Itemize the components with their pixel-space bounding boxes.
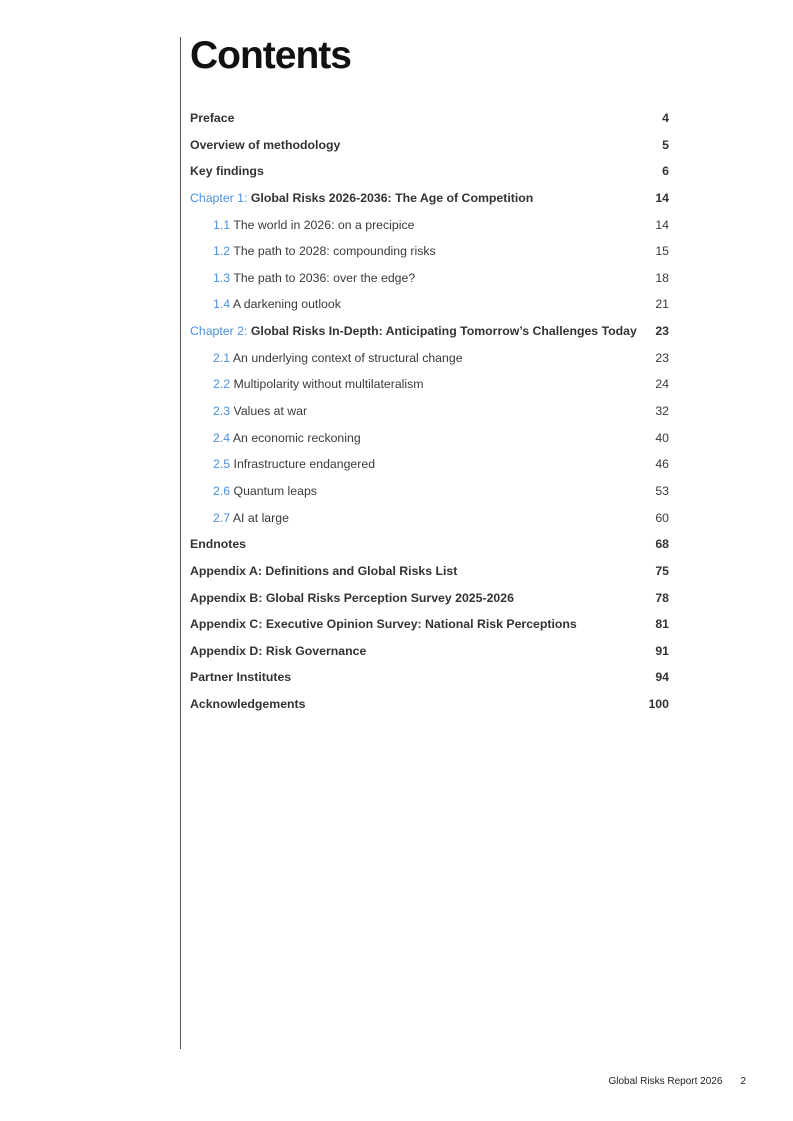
toc-entry-text: Appendix B: Global Risks Perception Survey 2025-2026 — [190, 590, 514, 605]
toc-entry-page: 78 — [655, 590, 669, 605]
toc-subentry[interactable] — [190, 212, 669, 239]
toc-entry-label — [213, 212, 414, 239]
toc-entry-page: 14 — [655, 190, 669, 205]
toc-entry-page: 68 — [655, 537, 669, 552]
toc-entry-label — [190, 318, 637, 345]
toc-entry-page: 75 — [655, 563, 669, 578]
toc-subentry[interactable] — [190, 371, 669, 398]
margin-rule — [180, 37, 181, 1049]
toc-entry-text: Acknowledgements — [190, 697, 306, 712]
toc-entry-text: Quantum leaps — [233, 483, 317, 498]
toc-entry-label — [213, 345, 463, 372]
toc-subentry[interactable] — [190, 478, 669, 505]
toc-entry-text: Global Risks In-Depth: Anticipating Tomorrow’s Challenges Today — [250, 324, 637, 339]
toc-entry[interactable] — [190, 105, 669, 132]
toc-entry-page: 60 — [655, 510, 669, 525]
toc-entry-text: AI at large — [232, 510, 289, 525]
toc-entry[interactable] — [190, 638, 669, 665]
toc-entry-page: 32 — [655, 404, 669, 419]
toc-entry-label — [213, 478, 317, 505]
toc-subentry[interactable] — [190, 451, 669, 478]
toc-entry-page: 53 — [655, 483, 669, 498]
toc-entry-text: An economic reckoning — [232, 430, 361, 445]
footer-page-number: 2 — [740, 1076, 746, 1087]
toc-entry-label — [190, 185, 533, 212]
toc-entry-number: 2.4 — [213, 430, 231, 445]
toc-entry-label — [190, 531, 246, 558]
toc-entry-number: 1.1 — [213, 217, 231, 232]
toc-entry-number: 2.6 — [213, 483, 231, 498]
toc-entry-text: The world in 2026: on a precipice — [233, 217, 415, 232]
toc-entry-number: 1.3 — [213, 270, 231, 285]
toc-subentry[interactable] — [190, 505, 669, 532]
toc-entry-page: 21 — [655, 297, 669, 312]
toc-entry-text: Preface — [190, 111, 235, 125]
toc-entry-label — [213, 291, 341, 318]
toc-entry-page: 24 — [655, 377, 669, 392]
toc-entry-label — [190, 585, 514, 612]
toc-entry-page: 23 — [655, 324, 669, 339]
toc-entry-label — [213, 265, 415, 292]
toc-entry-number: 1.2 — [213, 244, 231, 259]
toc-entry[interactable] — [190, 185, 669, 212]
toc-subentry[interactable] — [190, 238, 669, 265]
toc-entry-number: Chapter 1: — [190, 190, 248, 205]
toc-entry-page: 91 — [655, 643, 669, 658]
toc-entry-label — [213, 505, 289, 532]
toc-entry-label — [213, 238, 436, 265]
toc-entry-page: 94 — [655, 670, 669, 685]
toc-entry-label — [190, 132, 340, 159]
toc-entry-label — [190, 638, 366, 665]
toc-entry-label — [190, 611, 577, 638]
toc-entry-page: 14 — [655, 217, 669, 232]
toc-entry-number: 2.2 — [213, 377, 231, 392]
toc-entry-label — [190, 691, 305, 718]
toc-entry-text: Appendix A: Definitions and Global Risks List — [190, 563, 458, 578]
toc-entry-text: Global Risks 2026-2036: The Age of Competition — [250, 190, 534, 205]
toc-entry-label — [213, 425, 361, 452]
table-of-contents — [190, 105, 669, 718]
footer-report-name: Global Risks Report 2026 — [608, 1076, 723, 1087]
toc-entry-text: The path to 2036: over the edge? — [233, 270, 416, 285]
toc-entry-text: Partner Institutes — [190, 670, 292, 685]
toc-entry-number: 2.5 — [213, 457, 231, 472]
toc-entry-label — [190, 158, 264, 185]
toc-entry-page: 15 — [655, 244, 669, 259]
toc-entry-label — [190, 664, 291, 691]
toc-entry-text: Values at war — [233, 404, 308, 419]
toc-entry-number: 2.1 — [213, 350, 231, 365]
toc-entry-page: 5 — [662, 137, 669, 152]
toc-entry-page: 18 — [655, 270, 669, 285]
toc-entry-page: 40 — [655, 430, 669, 445]
toc-entry-label — [190, 105, 234, 132]
toc-entry-text: Appendix D: Risk Governance — [190, 643, 367, 658]
toc-subentry[interactable] — [190, 265, 669, 292]
toc-entry-page: 46 — [655, 457, 669, 472]
toc-entry[interactable] — [190, 132, 669, 159]
toc-subentry[interactable] — [190, 291, 669, 318]
toc-entry-number: 2.7 — [213, 510, 231, 525]
toc-entry[interactable] — [190, 558, 669, 585]
toc-entry-text: Infrastructure endangered — [233, 457, 376, 472]
toc-entry-text: A darkening outlook — [232, 297, 341, 312]
toc-entry-number: 1.4 — [213, 297, 231, 312]
toc-entry-label — [190, 558, 457, 585]
toc-entry-label — [213, 398, 307, 425]
toc-entry-text: An underlying context of structural change — [232, 350, 463, 365]
toc-entry-page: 4 — [662, 111, 669, 125]
toc-entry-text: Appendix C: Executive Opinion Survey: National Risk Perceptions — [190, 617, 577, 632]
toc-entry-label — [213, 451, 375, 478]
toc-entry-text: The path to 2028: compounding risks — [233, 244, 436, 259]
toc-entry-text: Overview of methodology — [190, 137, 341, 152]
toc-subentry[interactable] — [190, 398, 669, 425]
toc-entry-page: 6 — [662, 164, 669, 179]
toc-entry[interactable] — [190, 531, 669, 558]
toc-entry[interactable] — [190, 611, 669, 638]
page-title: Contents — [190, 34, 351, 77]
toc-entry[interactable] — [190, 691, 669, 718]
toc-entry-label — [213, 371, 424, 398]
toc-entry-text: Endnotes — [190, 537, 247, 552]
page-footer — [608, 1076, 746, 1087]
toc-entry-number: 2.3 — [213, 404, 231, 419]
toc-entry-text: Multipolarity without multilateralism — [233, 377, 424, 392]
toc-entry-page: 100 — [648, 697, 669, 712]
toc-entry[interactable] — [190, 158, 669, 185]
toc-entry-number: Chapter 2: — [190, 324, 248, 339]
toc-entry[interactable] — [190, 664, 669, 691]
toc-entry-page: 81 — [655, 617, 669, 632]
toc-subentry[interactable] — [190, 425, 669, 452]
toc-entry-page: 23 — [655, 350, 669, 365]
toc-entry[interactable] — [190, 585, 669, 612]
toc-subentry[interactable] — [190, 345, 669, 372]
toc-entry-text: Key findings — [190, 164, 264, 179]
toc-entry[interactable] — [190, 318, 669, 345]
